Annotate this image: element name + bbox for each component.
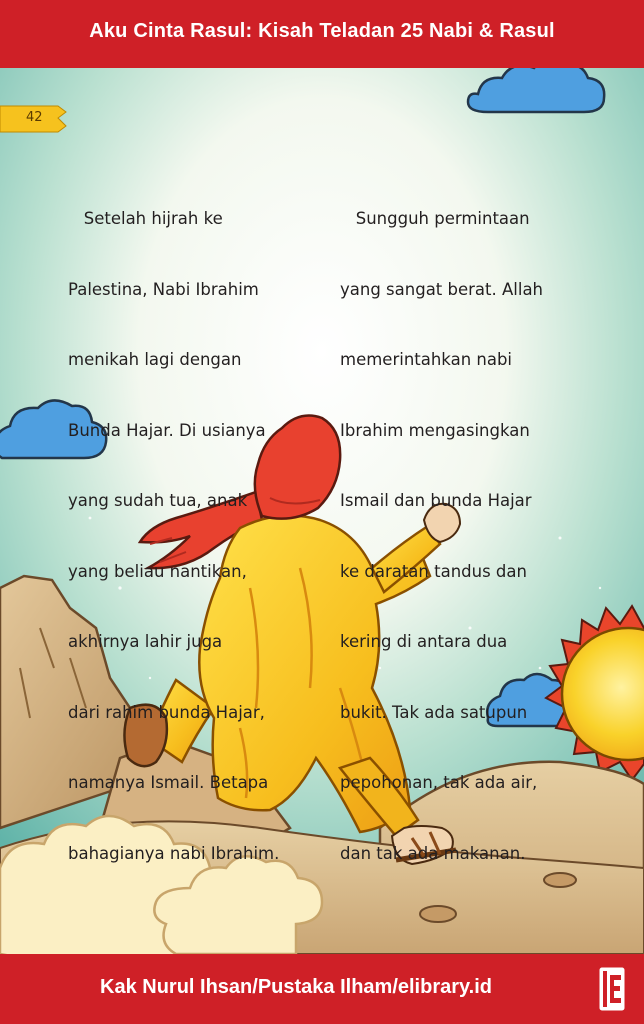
story-line: kering di antara dua [340, 632, 508, 651]
header-bar [0, 0, 644, 68]
story-line: ke daratan tandus dan [340, 561, 527, 581]
story-line: Palestina, Nabi Ibrahim [68, 279, 259, 299]
story-line: bahagianya nabi Ibrahim. [68, 843, 280, 863]
story-line: menikah lagi dengan [68, 350, 242, 369]
story-line: memerintahkan nabi [340, 350, 513, 369]
story-line: yang sudah tua, anak [68, 491, 248, 510]
story-line: dan tak ada makanan. [340, 843, 526, 863]
story-line: yang beliau nantikan, [68, 561, 247, 581]
story-text-left [68, 160, 279, 912]
footer-credit: Kak Nurul Ihsan/Pustaka Ilham/elibrary.id [100, 976, 492, 998]
story-text-right [340, 160, 543, 912]
story-line: akhirnya lahir juga [68, 632, 223, 651]
story-line: pepohonan, tak ada air, [340, 773, 538, 792]
story-line: Setelah hijrah ke [68, 209, 223, 228]
footer-bar [0, 954, 644, 1024]
story-line: yang sangat berat. Allah [340, 279, 544, 299]
story-line: dari rahim bunda Hajar, [68, 702, 265, 722]
story-line: namanya Ismail. Betapa [68, 773, 269, 792]
story-line: Ismail dan bunda Hajar [340, 491, 532, 510]
elibrary-book-icon [599, 967, 625, 1011]
story-line: Sungguh permintaan [340, 209, 530, 228]
book-title: Aku Cinta Rasul: Kisah Teladan 25 Nabi & Rasul [89, 20, 555, 42]
story-line: Bunda Hajar. Di usianya [68, 420, 266, 440]
page-number: 42 [26, 110, 43, 125]
story-line: bukit. Tak ada satupun [340, 702, 528, 722]
story-line: Ibrahim mengasingkan [340, 420, 530, 440]
